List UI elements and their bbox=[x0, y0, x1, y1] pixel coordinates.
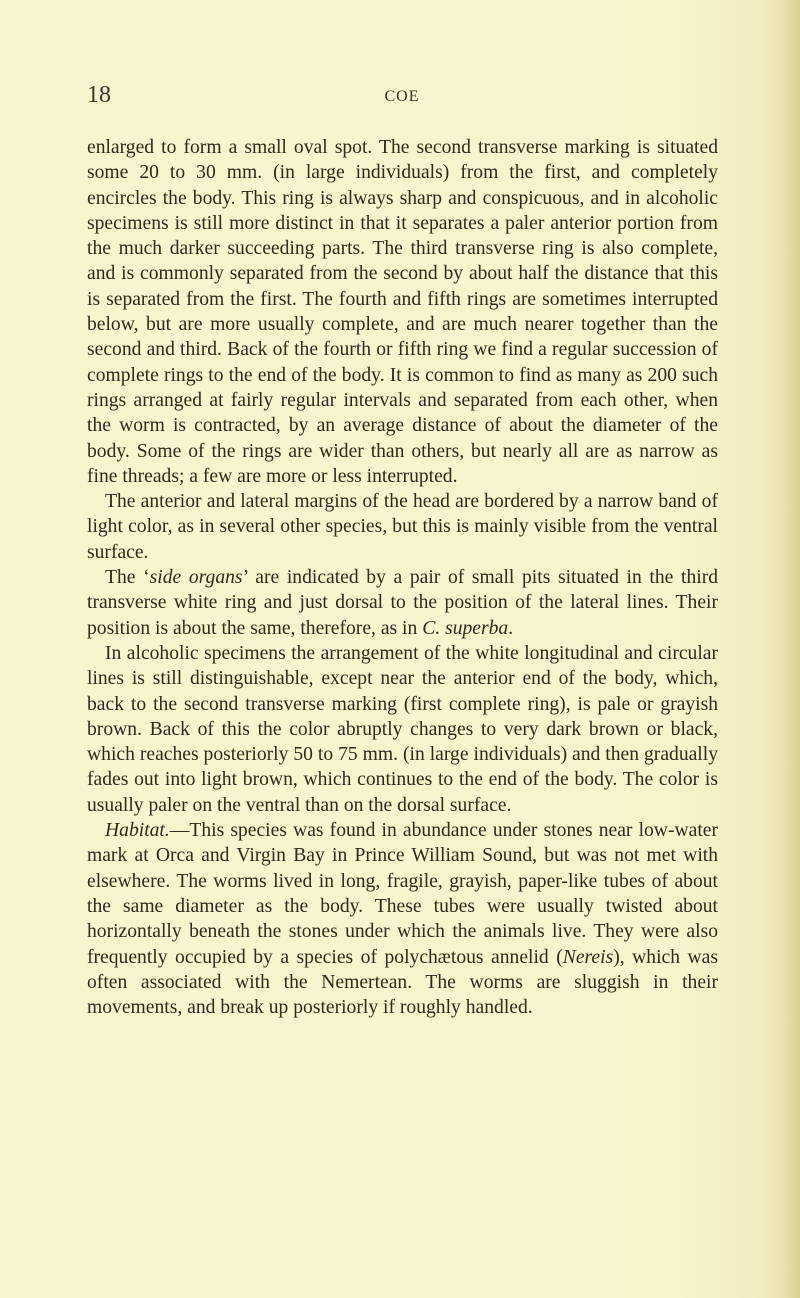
italic-species-name: C. superba bbox=[422, 617, 509, 639]
paragraph-ring-markings: enlarged to form a small oval spot. The second transverse marking is situated some 20 to 30 mm. (in large individuals) from the first, and completely encircles the body. This ring is always sharp and conspicuous, and in alcoholic specimens is still more distinct in that it separates a paler anterior portion from the much darker succeeding parts. The third transverse ring is also complete, and is commonly separated from the second by about half the distance that this is separated from the first. The fourth and fifth rings are sometimes interrupted below, but are more usually complete, and are much nearer together than the second and third. Back of the fourth or fifth ring we find a regular succession of complete rings to the end of the body. It is common to find as many as 200 such rings arranged at fairly regular intervals and separated from each other, when the worm is contracted, by an average distance of about the diameter of the body. Some of the rings are wider than others, but nearly all are as narrow as fine threads; a few are more or less interrupted. bbox=[87, 137, 718, 487]
italic-genus-nereis: Nereis bbox=[562, 946, 614, 968]
body-text bbox=[87, 135, 718, 1020]
text-span: —This species was found in abundance under stones near low-water mark at Orca and Virgin Bay in Prince William Sound, but was not met with elsewhere. The worms lived in long, fragile, grayish, paper-like tubes of about the same diameter as the body. These tubes were usually twisted about horizontally beneath the stones under which the animals live. They were also frequently occupied by a species of polychætous annelid ( bbox=[87, 820, 718, 968]
paragraph-side-organs bbox=[87, 565, 718, 641]
text-span: ’ are indicated by a pair of small pits situated in the third transverse white ring and just dorsal to the position of the lateral lines. Their position is about the same, therefore, as in bbox=[87, 567, 719, 639]
text-span: . bbox=[508, 617, 514, 639]
italic-heading-habitat: Habitat. bbox=[105, 820, 170, 842]
page-number: 18 bbox=[87, 82, 111, 108]
running-head: COE bbox=[384, 88, 420, 105]
text-span: The ‘ bbox=[105, 567, 150, 589]
paragraph-habitat bbox=[87, 818, 718, 1020]
page-header bbox=[87, 82, 717, 112]
italic-term-side-organs: side organs bbox=[149, 567, 243, 589]
paragraph-alcoholic-specimens: In alcoholic specimens the arrangement of the white longitudinal and circular lines is still distinguishable, except near the anterior end of the body, which, back to the second transverse marking (first complete ring), is pale or grayish brown. Back of this the color abruptly changes to very dark brown or black, which reaches posteriorly 50 to 75 mm. (in large individuals) and then gradually fades out into light brown, which continues to the end of the body. The color is usually paler on the ventral than on the dorsal surface. bbox=[87, 642, 718, 816]
paragraph-head-margins: The anterior and lateral margins of the head are bordered by a narrow band of light color, as in several other species, but this is mainly visible from the ventral surface. bbox=[87, 491, 718, 563]
text-span: ), which was often associated with the Nemertean. The worms are sluggish in their movements, and break up posteriorly if roughly handled. bbox=[87, 946, 718, 1019]
